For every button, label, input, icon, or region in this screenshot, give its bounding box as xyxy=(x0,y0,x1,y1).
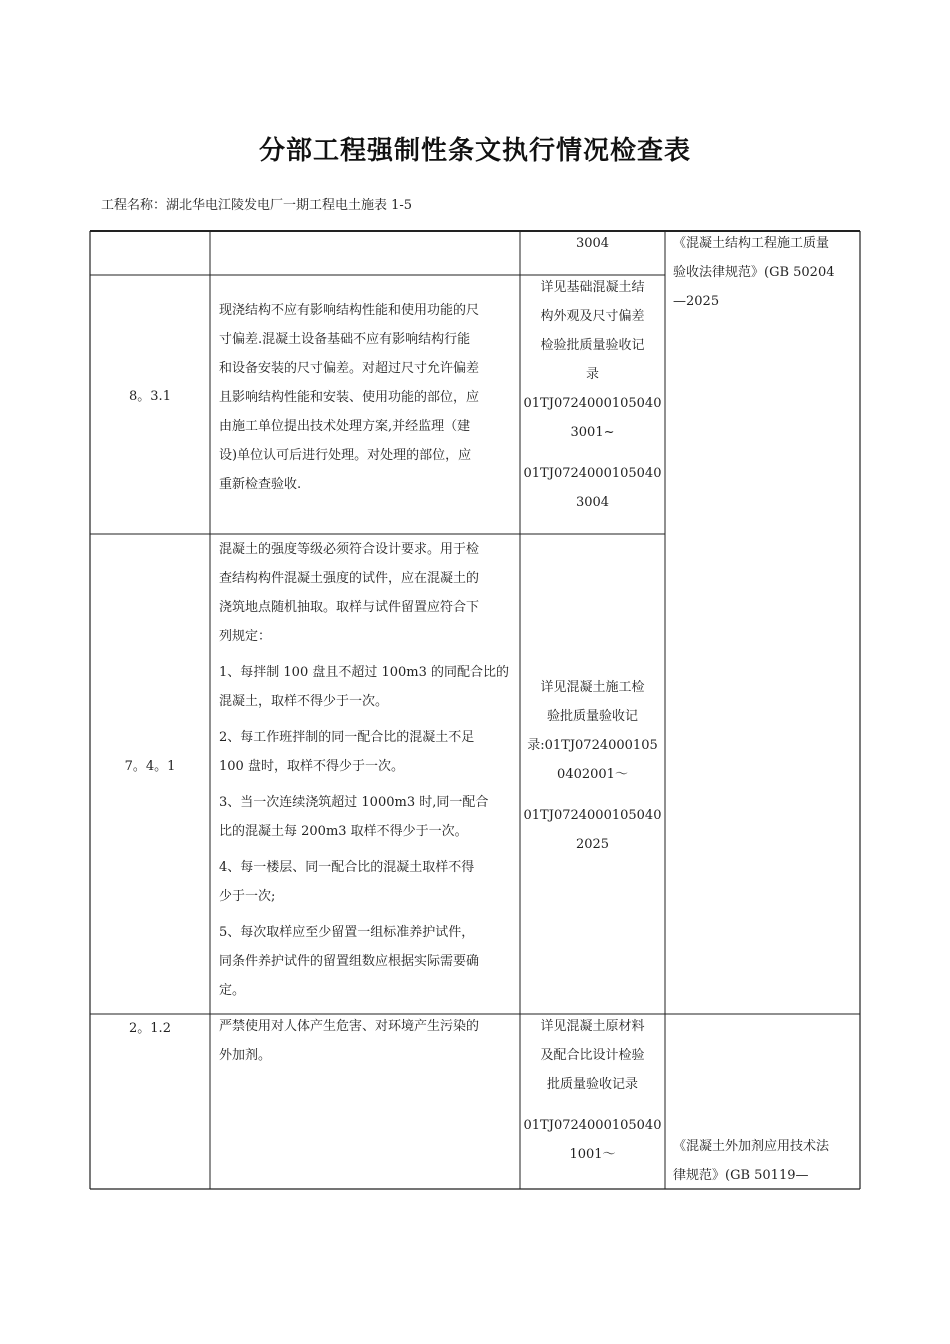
content-line: 同条件养护试件的留置组数应根据实际需要确 xyxy=(219,954,480,969)
clause-code: 8。3.1 xyxy=(129,389,171,404)
reference-line: 01TJ0724000105040 xyxy=(523,396,662,411)
reference-line: 1001～ xyxy=(569,1147,616,1162)
reference-line: 3001~ xyxy=(570,425,615,440)
clause-code: 7。4。1 xyxy=(124,759,176,774)
content-line: 定。 xyxy=(219,983,246,998)
content-line: 混凝土，取样不得少于一次。 xyxy=(219,694,389,709)
reference-line: 3004 xyxy=(575,495,610,510)
reference-line: 详见混凝土施工检 xyxy=(540,680,645,695)
reference-line: 录:01TJ0724000105 xyxy=(527,738,658,753)
reference-line: 录 xyxy=(585,367,599,382)
reference-line: 01TJ0724000105040 xyxy=(523,1118,662,1133)
reference-line: 2025 xyxy=(575,837,610,852)
reference-line: 验批质量验收记 xyxy=(546,709,638,724)
reference-line: 0402001～ xyxy=(557,767,628,782)
clause-code: 2。1.2 xyxy=(129,1021,171,1036)
reference-cell xyxy=(522,229,663,258)
law-line: 律规范》(GB 50119— xyxy=(673,1168,809,1183)
law-line: 《混凝土结构工程施工质量 xyxy=(673,236,830,251)
clause-content xyxy=(219,535,517,1005)
reference-line: 批质量验收记录 xyxy=(546,1077,638,1092)
reference-line: 01TJ0724000105040 xyxy=(523,808,662,823)
content-line: 查结构构件混凝土强度的试件，应在混凝土的 xyxy=(219,571,480,586)
reference-line: 检验批质量验收记 xyxy=(540,338,645,353)
clause-content xyxy=(219,1012,517,1070)
content-line: 少于一次; xyxy=(219,889,276,904)
project-name: 工程名称：湖北华电江陵发电厂一期工程电土施表 1-5 xyxy=(101,198,413,213)
law-line: 验收法律规范》(GB 50204 xyxy=(673,265,835,280)
content-line: 3、当一次连续浇筑超过 1000m3 时,同一配合 xyxy=(219,795,489,810)
content-line: 设)单位认可后进行处理。对处理的部位，应 xyxy=(219,448,472,463)
law-cell xyxy=(673,1132,859,1190)
law-line: 《混凝土外加剂应用技术法 xyxy=(673,1139,830,1154)
content-line: 浇筑地点随机抽取。取样与试件留置应符合下 xyxy=(219,600,480,615)
reference-line: 及配合比设计检验 xyxy=(540,1048,645,1063)
content-line: 比的混凝土每 200m3 取样不得少于一次。 xyxy=(219,824,468,839)
content-line: 1、每拌制 100 盘且不超过 100m3 的同配合比的 xyxy=(219,665,510,680)
law-cell xyxy=(673,229,859,316)
reference-cell xyxy=(522,273,663,517)
clause-content xyxy=(219,296,517,499)
reference-line: 详见基础混凝土结 xyxy=(540,280,645,295)
reference-line: 01TJ0724000105040 xyxy=(523,466,662,481)
reference-line: 3004 xyxy=(575,236,610,251)
content-line: 混凝土的强度等级必须符合设计要求。用于检 xyxy=(219,542,480,557)
content-line: 外加剂。 xyxy=(219,1048,272,1063)
content-line: 100 盘时，取样不得少于一次。 xyxy=(219,759,404,774)
content-line: 现浇结构不应有影响结构性能和使用功能的尺 xyxy=(219,303,480,318)
content-line: 寸偏差.混凝土设备基础不应有影响结构行能 xyxy=(219,332,471,347)
reference-line: 详见混凝土原材料 xyxy=(540,1019,645,1034)
content-line: 且影响结构性能和安装、使用功能的部位，应 xyxy=(219,390,480,405)
law-line: —2025 xyxy=(673,294,720,309)
content-line: 由施工单位提出技术处理方案,并经监理（建 xyxy=(219,419,471,434)
page-title: 分部工程强制性条文执行情况检查表 xyxy=(258,136,691,166)
content-line: 和设备安装的尺寸偏差。对超过尺寸允许偏差 xyxy=(219,361,480,376)
reference-cell xyxy=(522,1012,663,1169)
content-line: 重新检查验收. xyxy=(219,477,302,492)
reference-line: 构外观及尺寸偏差 xyxy=(540,309,645,324)
content-line: 2、每工作班拌制的同一配合比的混凝土不足 xyxy=(219,730,475,745)
content-line: 5、每次取样应至少留置一组标准养护试件， xyxy=(219,925,475,940)
content-line: 严禁使用对人体产生危害、对环境产生污染的 xyxy=(219,1019,480,1034)
reference-cell xyxy=(522,673,663,859)
content-line: 列规定： xyxy=(219,629,272,644)
content-line: 4、每一楼层、同一配合比的混凝土取样不得 xyxy=(219,860,475,875)
